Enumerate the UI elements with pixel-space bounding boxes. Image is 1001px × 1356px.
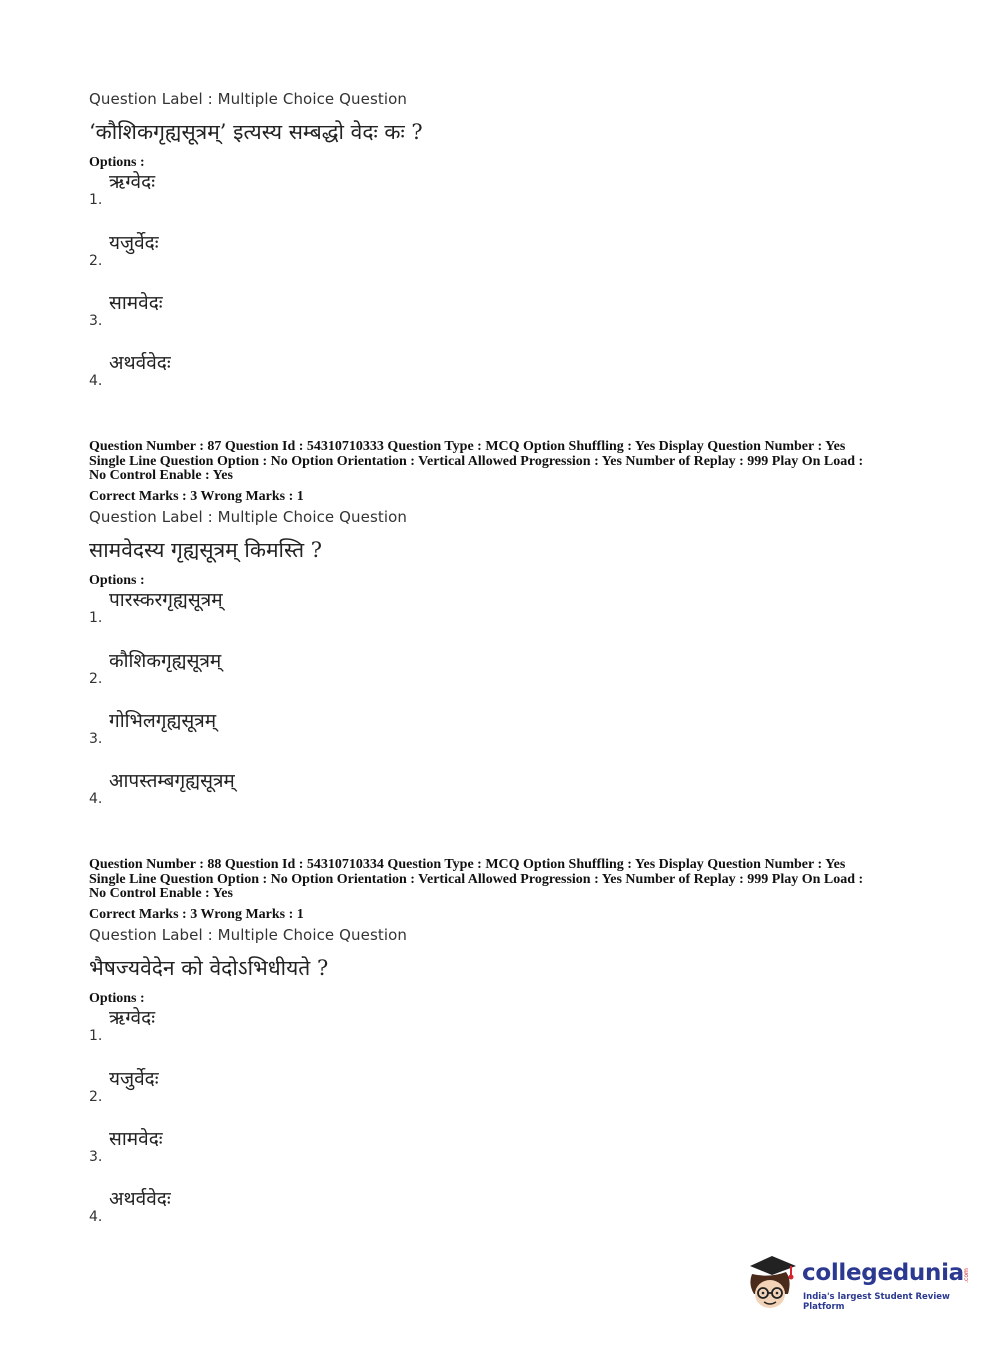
brand-domain: .com [962, 1268, 970, 1283]
question-text: सामवेदस्य गृह्यसूत्रम् किमस्ति ? [89, 538, 323, 562]
meta-line: Single Line Question Option : No Option Orientation : Vertical Allowed Progression : Yes Number of Replay : 999 Play On Load : [89, 871, 864, 887]
question-meta [89, 440, 919, 484]
marks-line: Correct Marks : 3 Wrong Marks : 1 [89, 489, 304, 504]
option-number: 2. [89, 1089, 103, 1105]
option-number: 2. [89, 671, 103, 687]
option-text: पारस्करगृह्यसूत्रम् [109, 589, 223, 611]
option-2 [89, 1065, 489, 1105]
option-text: आपस्तम्बगृह्यसूत्रम् [109, 770, 235, 792]
option-3 [89, 707, 489, 747]
option-2 [89, 229, 489, 269]
question-meta [89, 858, 919, 902]
option-text: यजुर्वेदः [109, 1068, 159, 1090]
meta-line: No Control Enable : Yes [89, 468, 233, 483]
question-label: Question Label : Multiple Choice Question [89, 508, 408, 526]
option-1 [89, 1004, 489, 1044]
option-number: 4. [89, 1209, 103, 1225]
option-text: अथर्ववेदः [109, 352, 171, 374]
option-number: 3. [89, 731, 103, 747]
option-text: अथर्ववेदः [109, 1188, 171, 1210]
options-heading: Options : [89, 991, 145, 1006]
option-number: 1. [89, 1028, 103, 1044]
option-number: 1. [89, 192, 103, 208]
meta-line: Question Number : 87 Question Id : 54310710333 Question Type : MCQ Option Shuffling : Yes Display Question Number : Yes [89, 439, 846, 454]
option-number: 3. [89, 313, 103, 329]
question-text: ‘कौशिकगृह्यसूत्रम्’ इत्यस्य सम्बद्धो वेदः कः ? [89, 120, 423, 144]
option-number: 4. [89, 791, 103, 807]
collegedunia-logo [742, 1250, 972, 1310]
option-text: सामवेदः [109, 292, 163, 314]
option-4 [89, 1185, 489, 1225]
option-text: ऋग्वेदः [109, 171, 156, 193]
option-text: यजुर्वेदः [109, 232, 159, 254]
options-heading: Options : [89, 155, 145, 170]
options-heading: Options : [89, 573, 145, 588]
question-label: Question Label : Multiple Choice Question [89, 926, 408, 944]
option-4 [89, 767, 489, 807]
brand-tagline: India's largest Student Review Platform [803, 1292, 950, 1312]
option-2 [89, 647, 489, 687]
brand-name: collegedunia [802, 1260, 964, 1286]
option-number: 1. [89, 610, 103, 626]
option-1 [89, 586, 489, 626]
option-3 [89, 1125, 489, 1165]
meta-line: Question Number : 88 Question Id : 54310710334 Question Type : MCQ Option Shuffling : Yes Display Question Number : Yes [89, 857, 846, 872]
option-number: 3. [89, 1149, 103, 1165]
option-3 [89, 289, 489, 329]
option-4 [89, 349, 489, 389]
option-1 [89, 168, 489, 208]
question-text: भैषज्यवेदेन को वेदोऽभिधीयते ? [89, 956, 329, 980]
student-mascot-icon [742, 1250, 800, 1312]
option-text: ऋग्वेदः [109, 1007, 156, 1029]
option-text: गोभिलगृह्यसूत्रम् [109, 710, 217, 732]
meta-line: Single Line Question Option : No Option Orientation : Vertical Allowed Progression : Yes Number of Replay : 999 Play On Load : [89, 453, 864, 469]
option-text: सामवेदः [109, 1128, 163, 1150]
option-number: 4. [89, 373, 103, 389]
meta-line: No Control Enable : Yes [89, 886, 233, 901]
option-number: 2. [89, 253, 103, 269]
marks-line: Correct Marks : 3 Wrong Marks : 1 [89, 907, 304, 922]
question-label: Question Label : Multiple Choice Question [89, 90, 408, 108]
option-text: कौशिकगृह्यसूत्रम् [109, 650, 222, 672]
